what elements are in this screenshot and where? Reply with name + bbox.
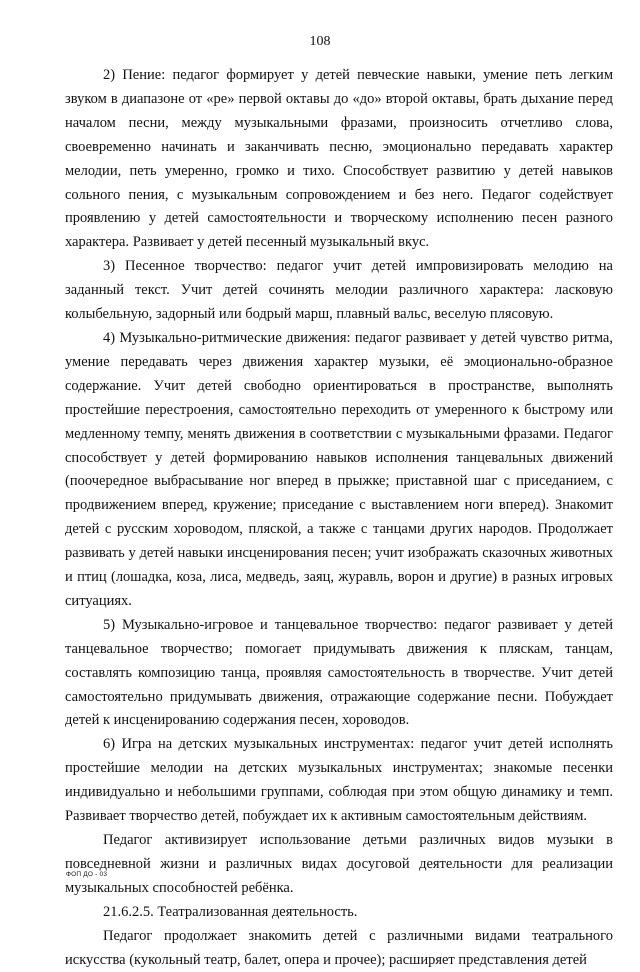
page-number: 108 [309, 34, 331, 49]
paragraph-rhythmic-movements: 4) Музыкально-ритмические движения: педагог развивает у детей чувство ритма, умение передавать через движения характер музыки, её эмоционально-образное содержание. Учит детей свободно ориентироваться в пространстве, выполнять простейшие перестроения, самостоятельно переходить от умеренного к быстрому или медленному темпу, менять движения в соответствии с музыкальными фразами. Педагог способствует у детей формированию навыков исполнения танцевальных движений (поочередное выбрасывание ног вперед в прыжке; приставной шаг с приседанием, с продвижением вперед, кружение; приседание с выставлением ноги вперед). Знакомит детей с русским хороводом, пляской, а также с танцами других народов. Продолжает развивать у детей навыки инсценирования песен; учит изображать сказочных животных и птиц (лошадка, коза, лиса, медведь, заяц, журавль, ворон и другие) в разных игровых ситуациях. [65, 329, 613, 609]
footer-code: ФОП ДО - 03 [66, 871, 108, 878]
paragraph-music-in-daily-life: Педагог активизирует использование детьми различных видов музыки в повседневной жизни и различных видах досуговой деятельности для реализации музыкальных способностей ребёнка. [65, 832, 613, 896]
document-body [65, 64, 613, 972]
paragraph-song-creativity: 3) Песенное творчество: педагог учит детей импровизировать мелодию на заданный текст. Учит детей сочинять мелодии различного характера: ласковую колыбельную, задорный или бодрый марш, плавный вальс, веселую плясовую. [65, 258, 613, 323]
paragraph-singing: 2) Пение: педагог формирует у детей певческие навыки, умение петь легким звуком в диапазоне от «ре» первой октавы до «до» второй октавы, брать дыхание перед началом песни, между музыкальными фразами, произносить отчетливо слова, своевременно начинать и заканчивать песню, эмоционально передавать характер мелодии, петь умеренно, громко и тихо. Способствует развитию у детей навыков сольного пения, с музыкальным сопровождением и без него. Педагог содействует проявлению у детей самостоятельности и творческому исполнению песен разного характера. Развивает у детей песенный музыкальный вкус. [65, 67, 613, 251]
section-heading-theatre: 21.6.2.5. Театрализованная деятельность. [103, 903, 358, 920]
paragraph-theatre: Педагог продолжает знакомить детей с различными видами театрального искусства (кукольный театр, балет, опера и прочее); расширяет представления детей [65, 927, 613, 968]
paragraph-dance-creativity: 5) Музыкально-игровое и танцевальное творчество: педагог развивает у детей танцевальное творчество; помогает придумывать движения к пляскам, танцам, составлять композицию танца, проявляя самостоятельность в творчестве. Учит детей самостоятельно придумывать движения, отражающие содержание песни. Побуждает детей к инсценированию содержания песен, хороводов. [65, 616, 613, 729]
paragraph-instruments: 6) Игра на детских музыкальных инструментах: педагог учит детей исполнять простейшие мелодии на детских музыкальных инструментах; знакомые песенки индивидуально и небольшими группами, соблюдая при этом общую динамику и темп. Развивает творчество детей, побуждает их к активным самостоятельным действиям. [65, 736, 613, 825]
